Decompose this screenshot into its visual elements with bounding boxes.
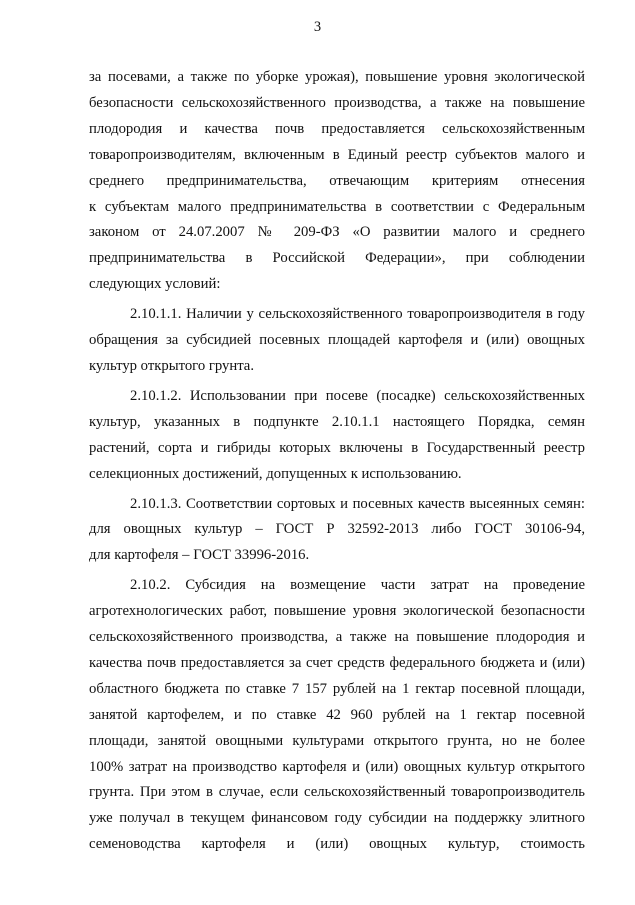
text-line: законом от 24.07.2007 № 209-ФЗ «О развитии малого и среднего [89, 224, 585, 241]
text-line: растений, сорта и гибриды которых включены в Государственный реестр [89, 439, 585, 456]
paragraph-1 [89, 65, 585, 298]
text-line: грунта. При этом в случае, если сельскохозяйственный товаропроизводитель [89, 784, 585, 801]
text-line: 2.10.2. Субсидия на возмещение части затрат на проведение [130, 577, 585, 594]
text-line: 2.10.1.1. Наличии у сельскохозяйственного товаропроизводителя в году [130, 306, 585, 323]
text-line: следующих условий: [89, 276, 221, 293]
text-line: занятой картофелем, и по ставке 42 960 рублей на 1 гектар посевной [89, 706, 585, 723]
text-line: предпринимательства в Российской Федерации», при соблюдении [89, 250, 585, 267]
text-line: площади, занятой овощными культурами открытого грунта, но не более [89, 732, 585, 749]
text-line: для овощных культур – ГОСТ Р 32592-2013 либо ГОСТ 30106-94, [89, 521, 585, 538]
paragraph-2 [89, 302, 585, 380]
page-number: 3 [313, 19, 322, 35]
text-line: качества почв предоставляется за счет средств федерального бюджета и (или) [89, 654, 585, 671]
paragraph-3 [89, 384, 585, 488]
text-line: безопасности сельскохозяйственного производства, а также на повышение [89, 94, 585, 111]
text-line: областного бюджета по ставке 7 157 рублей на 1 гектар посевной площади, [89, 680, 585, 697]
text-line: обращения за субсидией посевных площадей картофеля и (или) овощных [89, 332, 585, 349]
paragraph-4 [89, 492, 585, 570]
text-line: уже получал в текущем финансовом году субсидии на поддержку элитного [89, 810, 585, 827]
text-line: товаропроизводителям, включенным в Единый реестр субъектов малого и [89, 146, 585, 163]
text-line: 2.10.1.2. Использовании при посеве (посадке) сельскохозяйственных [130, 387, 585, 404]
paragraph-5 [89, 573, 585, 858]
text-line: агротехнологических работ, повышение уровня экологической безопасности [89, 603, 585, 620]
text-line: семеноводства картофеля и (или) овощных культур, стоимость [89, 836, 585, 853]
text-line: за посевами, а также по уборке урожая), повышение уровня экологической [89, 69, 585, 85]
document-body [89, 65, 585, 858]
text-line: культур открытого грунта. [89, 357, 255, 374]
text-line: культур, указанных в подпункте 2.10.1.1 настоящего Порядка, семян [89, 413, 585, 430]
text-line: 2.10.1.3. Соответствии сортовых и посевных качеств высеянных семян: [130, 495, 585, 512]
text-line: к субъектам малого предпринимательства в соответствии с Федеральным [89, 198, 585, 215]
text-line: плодородия и качества почв предоставляется сельскохозяйственным [89, 120, 585, 137]
text-line: селекционных достижений, допущенных к использованию. [89, 465, 462, 482]
text-line: среднего предпринимательства, отвечающим критериям отнесения [89, 172, 585, 189]
text-line: сельскохозяйственного производства, а также на повышение плодородия и [89, 629, 585, 646]
text-line: для картофеля – ГОСТ 33996-2016. [89, 547, 310, 564]
text-line: 100% затрат на производство картофеля и (или) овощных культур открытого [89, 758, 585, 775]
